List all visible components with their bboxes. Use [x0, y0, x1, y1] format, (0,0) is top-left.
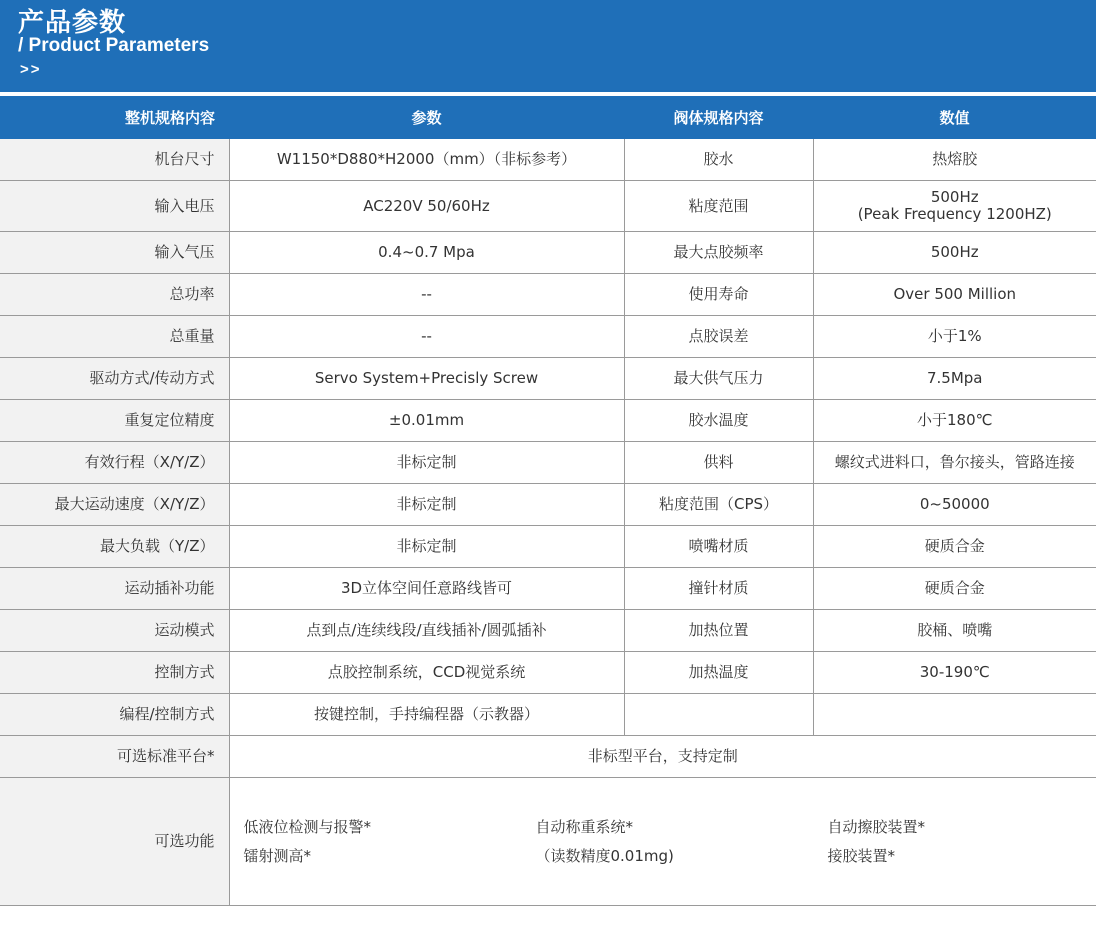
- row-label: 最大运动速度（X/Y/Z）: [0, 484, 229, 526]
- row-label: 运动模式: [0, 610, 229, 652]
- row-value: 胶桶、喷嘴: [813, 610, 1096, 652]
- row-label: 有效行程（X/Y/Z）: [0, 442, 229, 484]
- table-row: [0, 526, 1096, 568]
- row-label: 总重量: [0, 316, 229, 358]
- row-label: 机台尺寸: [0, 139, 229, 181]
- header-machine-spec: 整机规格内容: [0, 96, 229, 139]
- page-title: 产品参数: [18, 8, 127, 38]
- platform-row: [0, 736, 1096, 778]
- function-item: （读数精度0.01mg): [535, 846, 674, 865]
- row-label: 总功率: [0, 274, 229, 316]
- row-value: 热熔胶: [813, 139, 1096, 181]
- row-label: 最大负载（Y/Z）: [0, 526, 229, 568]
- table-row: [0, 694, 1096, 736]
- row-label: 重复定位精度: [0, 400, 229, 442]
- functions-label: 可选功能: [0, 778, 229, 906]
- header-valve-spec: 阀体规格内容: [624, 96, 813, 139]
- row-value: 0~50000: [813, 484, 1096, 526]
- row-valve-label: 点胶误差: [624, 316, 813, 358]
- functions-grid: [236, 819, 1091, 865]
- row-parameter: AC220V 50/60Hz: [229, 181, 624, 232]
- row-valve-label: 加热温度: [624, 652, 813, 694]
- row-parameter: Servo System+Precisly Screw: [229, 358, 624, 400]
- function-item: 自动称重系统*: [535, 817, 634, 836]
- row-valve-label: 加热位置: [624, 610, 813, 652]
- row-valve-label: 撞针材质: [624, 568, 813, 610]
- row-value: 螺纹式进料口，鲁尔接头，管路连接: [813, 442, 1096, 484]
- table-row: [0, 181, 1096, 232]
- header-banner: [0, 0, 1096, 92]
- row-valve-label: 胶水温度: [624, 400, 813, 442]
- table-header-row: [0, 96, 1096, 139]
- platform-label: 可选标准平台*: [0, 736, 229, 778]
- table-row: [0, 442, 1096, 484]
- table-row: [0, 316, 1096, 358]
- row-label: 输入气压: [0, 232, 229, 274]
- row-value: 硬质合金: [813, 568, 1096, 610]
- row-parameter: W1150*D880*H2000（mm）（非标参考）: [229, 139, 624, 181]
- table-row: [0, 400, 1096, 442]
- row-value: [813, 694, 1096, 736]
- row-valve-label: 粘度范围: [624, 181, 813, 232]
- row-valve-label: 喷嘴材质: [624, 526, 813, 568]
- parameters-table: [0, 96, 1096, 906]
- platform-value: 非标型平台，支持定制: [229, 736, 1096, 778]
- row-valve-label: [624, 694, 813, 736]
- row-value: 小于1%: [813, 316, 1096, 358]
- page-subtitle: / Product Parameters: [18, 35, 210, 56]
- row-valve-label: 最大点胶频率: [624, 232, 813, 274]
- function-item: 自动擦胶装置*: [827, 817, 926, 836]
- row-parameter: 按键控制，手持编程器（示教器）: [229, 694, 624, 736]
- header-parameter: 参数: [229, 96, 624, 139]
- row-parameter: --: [229, 274, 624, 316]
- function-item: 镭射测高*: [243, 846, 312, 865]
- row-value: 小于180℃: [813, 400, 1096, 442]
- row-value: [813, 181, 1096, 232]
- table-row: [0, 358, 1096, 400]
- row-parameter: 0.4~0.7 Mpa: [229, 232, 624, 274]
- value-line: (Peak Frequency 1200HZ): [857, 205, 1052, 223]
- row-parameter: 非标定制: [229, 484, 624, 526]
- table-row: [0, 568, 1096, 610]
- row-valve-label: 粘度范围（CPS）: [624, 484, 813, 526]
- row-parameter: 点到点/连续线段/直线插补/圆弧插补: [229, 610, 624, 652]
- table-row: [0, 139, 1096, 181]
- function-item: 低液位检测与报警*: [243, 817, 372, 836]
- table-row: [0, 274, 1096, 316]
- row-parameter: 非标定制: [229, 442, 624, 484]
- row-parameter: 3D立体空间任意路线皆可: [229, 568, 624, 610]
- row-value: Over 500 Million: [813, 274, 1096, 316]
- row-valve-label: 最大供气压力: [624, 358, 813, 400]
- row-label: 控制方式: [0, 652, 229, 694]
- row-valve-label: 使用寿命: [624, 274, 813, 316]
- table-row: [0, 232, 1096, 274]
- table-row: [0, 610, 1096, 652]
- row-valve-label: 供料: [624, 442, 813, 484]
- function-item: 接胶装置*: [827, 846, 896, 865]
- row-label: 编程/控制方式: [0, 694, 229, 736]
- arrows-indicator: >>: [20, 61, 42, 78]
- row-value: 500Hz: [813, 232, 1096, 274]
- row-parameter: 非标定制: [229, 526, 624, 568]
- row-label: 运动插补功能: [0, 568, 229, 610]
- row-valve-label: 胶水: [624, 139, 813, 181]
- header-value: 数值: [813, 96, 1096, 139]
- table-row: [0, 484, 1096, 526]
- row-label: 输入电压: [0, 181, 229, 232]
- table-row: [0, 652, 1096, 694]
- row-parameter: --: [229, 316, 624, 358]
- row-value: 硬质合金: [813, 526, 1096, 568]
- row-parameter: 点胶控制系统，CCD视觉系统: [229, 652, 624, 694]
- row-value: 7.5Mpa: [813, 358, 1096, 400]
- row-parameter: ±0.01mm: [229, 400, 624, 442]
- row-value: 30-190℃: [813, 652, 1096, 694]
- value-line: 500Hz: [930, 188, 979, 206]
- functions-list: [229, 778, 1096, 906]
- functions-row: [0, 778, 1096, 906]
- row-label: 驱动方式/传动方式: [0, 358, 229, 400]
